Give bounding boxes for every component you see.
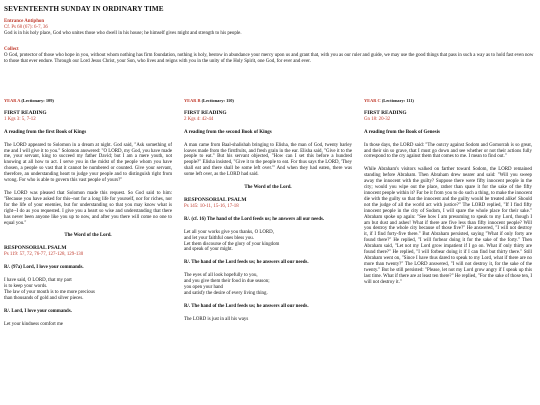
psalm-response: R/. (97a) Lord, I love your commands. — [4, 265, 84, 271]
psalm-verse — [4, 278, 172, 302]
verse-line: The eyes of all look hopefully to you, — [184, 273, 258, 279]
verse-line: Let all your works give you thanks, O LORD, — [184, 229, 274, 235]
year-heading — [364, 98, 532, 104]
verse-line: I have said, O LORD, that my part — [4, 278, 72, 284]
first-reading-label: FIRST READING — [4, 109, 47, 116]
year-heading — [4, 98, 172, 104]
verse-line: and speak of your might. — [184, 247, 233, 253]
year-label: YEAR B — [184, 98, 201, 103]
collect-heading: Collect — [4, 47, 19, 52]
first-reading-label: FIRST READING — [184, 109, 227, 116]
verse-line: than thousands of gold and silver pieces. — [4, 295, 84, 301]
psalm-verse — [184, 273, 352, 297]
entrance-cite: Cf. Ps 68 (67): 6-7, 36 — [4, 25, 48, 30]
lectionary-label: (Lectionary: 110) — [201, 98, 234, 103]
verse-line: Let them discourse of the glory of your kingdom — [184, 241, 280, 247]
lectionary-label: (Lectionary: 111) — [381, 98, 414, 103]
first-reading-cite: 2 Kgs 4: 42-44 — [184, 116, 214, 122]
first-reading-cite: Gn 18: 20-32 — [364, 116, 391, 122]
verse-line: you open your hand — [184, 285, 223, 291]
psalm-response: R/. (cf. 16) The hand of the Lord feeds us; he answers all our needs. — [184, 216, 325, 222]
verse-line: is to keep your words. — [4, 283, 48, 289]
psalm-cite: Ps 145: 10-11, 15-16, 17-18 — [184, 203, 239, 209]
psalm-verse — [184, 317, 352, 323]
year-heading — [184, 98, 352, 104]
psalm-verse — [184, 230, 352, 254]
word-of-the-lord: The Word of the Lord. — [244, 185, 292, 191]
lectionary-label: (Lectionary: 109) — [21, 98, 54, 103]
page-title: SEVENTEENTH SUNDAY IN ORDINARY TIME — [4, 5, 164, 13]
year-label: YEAR A — [4, 98, 21, 103]
psalm-label: RESPONSORIAL PSALM — [4, 245, 67, 252]
year-label: YEAR C — [364, 98, 381, 103]
word-of-the-lord: The Word of the Lord. — [64, 233, 112, 239]
reading-title: A reading from the second Book of Kings — [184, 129, 272, 135]
first-reading-cite: 1 Kgs 3: 5, 7-12 — [4, 116, 36, 122]
psalm-verse — [4, 322, 172, 328]
collect-text: O God, protector of those who hope in you, without whom nothing has firm foundation, nothing is holy, bestow in abundance your mercy upon us and grant that, with you as our ruler and guide, we may use the good things that pass in such a way as to hold fast even now to those that ever endure. Through our Lord Jesus Christ, your Son, who lives and reigns with you in the unity of the Holy Spirit, one God, for ever and ever. — [4, 53, 534, 64]
psalm-cite: Ps 119: 57, 72, 76-77, 127-128, 129-130 — [4, 252, 84, 258]
reading-paragraph: A man came from Baal-shalishah bringing to Elisha, the man of God, twenty barley loaves made from the firstfruits, and fresh grain in the ear. Elisha said, "Give it to the people to eat." But his servant objected, "How can I set this before a hundred people?" Elisha insisted, "Give it to the people to eat. For thus says the LORD, 'They shall eat and there shall be some left over.'" And when they had eaten, there was some left over, as the LORD had said. — [184, 142, 352, 178]
verse-line: and you give them their food in due season; — [184, 279, 270, 285]
verse-line: and satisfy the desire of every living thing. — [184, 290, 268, 296]
entrance-heading: Entrance Antiphon — [4, 19, 45, 24]
verse-line: The LORD is just in all his ways — [184, 316, 249, 322]
verse-line: The law of your mouth is to me more precious — [4, 289, 95, 295]
reading-title: A reading from the first Book of Kings — [4, 129, 87, 135]
collect — [4, 47, 534, 65]
reading-paragraph: The LORD was pleased that Solomon made this request. So God said to him: "Because you have asked for this--not for a long life for yourself, nor for riches, nor for the life of your enemies, but for understanding so that you may know what is right--I do as you requested. I give you a heart so wise and understanding that there has never been anyone like you up to now, and after you there will come no one to equal you." — [4, 190, 172, 226]
column-year-b — [184, 98, 352, 330]
reading-paragraph: While Abraham's visitors walked on farther toward Sodom, the LORD remained standing before Abraham. Then Abraham drew nearer and said: "Will you sweep away the innocent with the guilty? Suppose there were fifty innocent people in the city; would you wipe out the place, rather than spare it for the sake of the fifty innocent people within it? Far be it from you to do such a thing, to make the innocent die with the guilty so that the innocent and the guilty would be treated alike! Should not the judge of all the world act with justice?" The LORD replied, "If I find fifty innocent people in the city of Sodom, I will spare the whole place for their sake." Abraham spoke up again: "See how I am presuming to speak to my Lord, though I am but dust and ashes! What if there are five less than fifty innocent people? Will you destroy the whole city because of those five?" He answered, "I will not destroy it, if I find forty-five there." But Abraham persisted, saying "What if only forty are found there?" He replied, "I will forbear doing it for the sake of the forty." Then Abraham said, "Let not my Lord grow impatient if I go on. What if only thirty are found there?" He replied, "I will forbear doing it if I can find but thirty there." Still Abraham went on, "Since I have thus dared to speak to my Lord, what if there are no more than twenty?" The LORD answered, "I will not destroy it, for the sake of the twenty." But he still persisted: "Please, let not my Lord grow angry if I speak up this last time. What if there are at least ten there?" He replied, "For the sake of those ten, I will not destroy it." — [364, 167, 532, 285]
reading-title: A reading from the Book of Genesis — [364, 129, 440, 135]
verse-line: and let your faithful ones bless you. — [184, 235, 254, 241]
psalm-response: R/. The hand of the Lord feeds us; he answers all our needs. — [184, 260, 309, 266]
verse-line: Let your kindness comfort me — [4, 321, 63, 327]
column-year-c — [364, 98, 532, 292]
first-reading-label: FIRST READING — [364, 109, 407, 116]
psalm-label: RESPONSORIAL PSALM — [184, 196, 247, 203]
entrance-antiphon — [4, 19, 534, 37]
entrance-text: God is in his holy place, God who unites those who dwell in his house; he himself gives might and strength to his people. — [4, 31, 242, 36]
psalm-response: R/. The hand of the Lord feeds us; he answers all our needs. — [184, 303, 309, 309]
reading-paragraph: The LORD appeared to Solomon in a dream at night. God said, "Ask something of me and I will give it to you." Solomon answered: "O LORD, my God, you have made me, your servant, king to succeed my father David; but I am a mere youth, not knowing at all how to act. I serve you in the midst of the people whom you have chosen, a people so vast that it cannot be numbered or counted. Give your servant, therefore, an understanding heart to judge your people and to distinguish right from wrong. For who is able to govern this vast people of yours?" — [4, 142, 172, 184]
column-year-a — [4, 98, 172, 334]
psalm-response: R/. Lord, I love your commands. — [4, 308, 72, 314]
reading-paragraph: In those days, the LORD said: "The outcry against Sodom and Gomorrah is so great, and their sin so grave, that I must go down and see whether or not their actions fully correspond to the cry against them that comes to me. I mean to find out." — [364, 142, 532, 160]
